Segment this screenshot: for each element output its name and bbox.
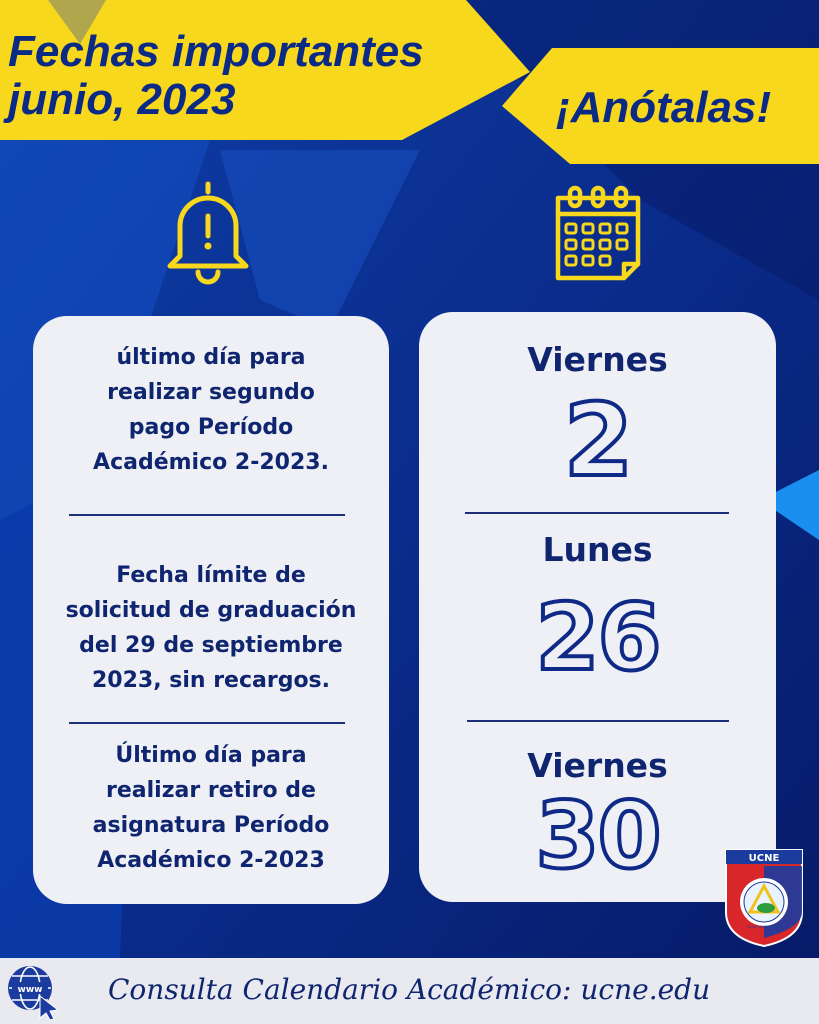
svg-text:16 DE MARZO 1978: 16 DE MARZO 1978 [746,925,782,929]
divider [465,512,729,514]
footer-bar [0,958,819,1024]
tagline: ¡Anótalas! [556,83,772,132]
svg-text:www: www [17,985,43,995]
event-day-3: 30 [535,782,660,889]
event-day-1: 2 [563,382,632,499]
svg-text:UCNE: UCNE [748,853,780,864]
footer-text: Consulta Calendario Académico: ucne.edu [108,973,711,1006]
page-title [8,28,508,124]
event-dates-card [419,312,776,902]
title-line-2: junio, 2023 [8,75,236,124]
event-description-1: último día para realizar segundo pago Período Académico 2-2023. [93,345,329,475]
bell-alert-icon [160,178,256,286]
event-weekday-1: Viernes [527,340,668,379]
title-line-1: Fechas importantes [8,27,424,76]
event-description-3: Último día para realizar retiro de asignatura Período Académico 2-2023 [92,743,330,873]
divider [69,514,345,516]
calendar-icon [552,184,644,284]
divider [69,722,345,724]
event-weekday-2: Lunes [542,530,653,569]
event-descriptions-card [33,316,389,904]
event-description-2: Fecha límite de solicitud de graduación del 29 de septiembre 2023, sin recargos. [65,563,357,693]
www-globe-cursor-icon [4,962,62,1022]
divider [467,720,729,722]
event-weekday-3: Viernes [527,746,668,785]
ucne-logo [724,848,804,948]
event-day-2: 26 [535,584,660,691]
